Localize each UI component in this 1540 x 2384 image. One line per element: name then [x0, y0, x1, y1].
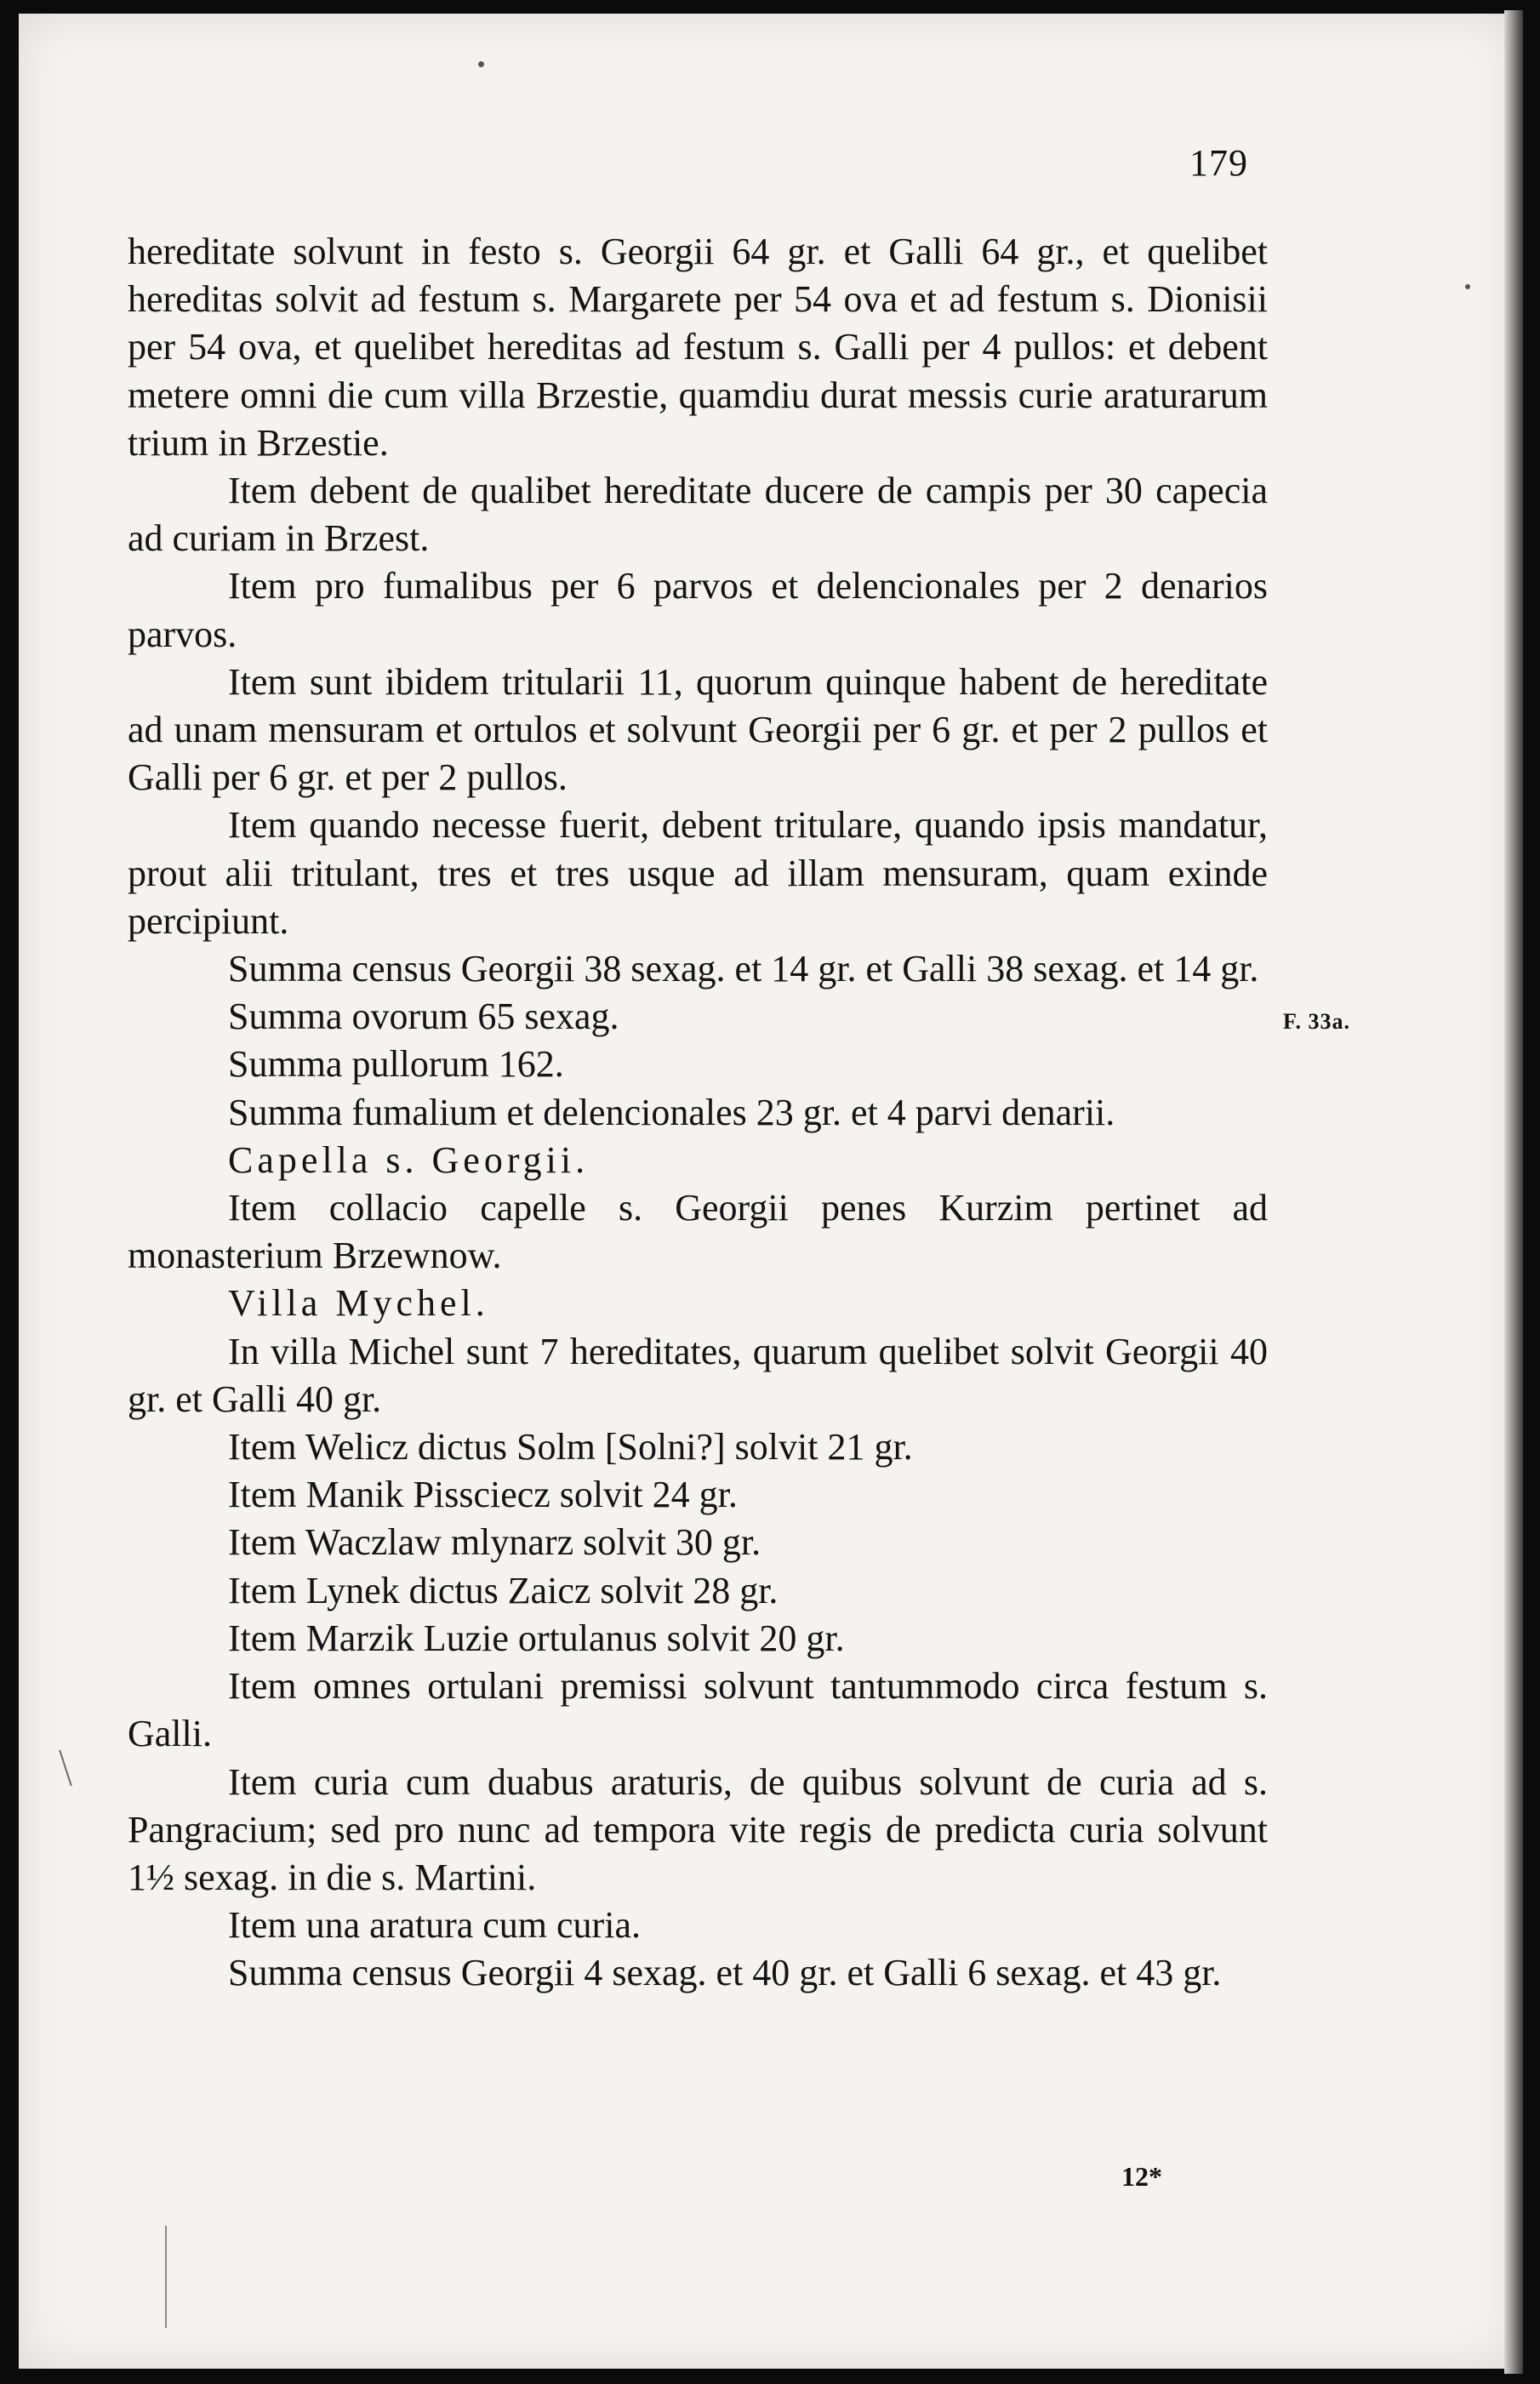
- paragraph: Item debent de qualibet hereditate ducere de campis per 30 capecia ad curiam in Brzest.: [128, 470, 1268, 560]
- section-heading: Capella s. Georgii.: [228, 1138, 590, 1181]
- paragraph: Item quando necesse fuerit, debent tritulare, quando ipsis mandatur, prout alii tritulant, tres et tres usque ad illam mensuram, quam exinde percipiunt.: [128, 804, 1268, 942]
- folio-margin-note: F. 33a.: [1283, 1009, 1350, 1034]
- paragraph: Summa census Georgii 38 sexag. et 14 gr. et Galli 38 sexag. et 14 gr.: [228, 948, 1259, 990]
- paragraph: Summa pullorum 162.: [228, 1043, 564, 1086]
- paragraph: Item una aratura cum curia.: [228, 1904, 641, 1947]
- scan-scratch: [59, 1750, 71, 1786]
- paragraph: Item pro fumalibus per 6 parvos et delencionales per 2 denarios parvos.: [128, 565, 1268, 655]
- scan-speck: [478, 61, 484, 67]
- body-text: [128, 228, 1268, 1998]
- paragraph: Item sunt ibidem tritularii 11, quorum quinque habent de hereditate ad unam mensuram et ortulos et solvunt Georgii per 6 gr. et per 2 pullos et Galli per 6 gr. et per 2 pullos.: [128, 660, 1268, 799]
- scan-speck: [1465, 284, 1470, 289]
- signature-mark: 12*: [1121, 2161, 1162, 2192]
- paragraph: Item Manik Pissciecz solvit 24 gr.: [228, 1474, 738, 1516]
- paragraph: In villa Michel sunt 7 hereditates, quarum quelibet solvit Georgii 40 gr. et Galli 40 gr.: [128, 1330, 1268, 1420]
- paragraph: Summa ovorum 65 sexag.: [228, 995, 619, 1038]
- paragraph: Summa census Georgii 4 sexag. et 40 gr. et Galli 6 sexag. et 43 gr.: [228, 1952, 1222, 1994]
- page-edge: [1504, 10, 1523, 2374]
- paragraph: Item Welicz dictus Solm [Solni?] solvit 21 gr.: [228, 1426, 913, 1469]
- page-number: 179: [1189, 142, 1248, 184]
- paragraph: Summa fumalium et delencionales 23 gr. et 4 parvi denarii.: [228, 1091, 1115, 1133]
- paragraph: Item Lynek dictus Zaicz solvit 28 gr.: [228, 1569, 779, 1611]
- section-heading: Villa Mychel.: [228, 1282, 489, 1325]
- paragraph: Item curia cum duabus araturis, de quibus solvunt de curia ad s. Pangracium; sed pro nunc ad tempora vite regis de predicta curia solvunt 1½ sexag. in die s. Martini.: [128, 1760, 1268, 1898]
- paragraph: Item Marzik Luzie ortulanus solvit 20 gr.: [228, 1617, 845, 1659]
- paragraph: Item omnes ortulani premissi solvunt tantummodo circa festum s. Galli.: [128, 1665, 1268, 1755]
- paragraph: hereditate solvunt in festo s. Georgii 64 gr. et Galli 64 gr., et quelibet hereditas solvit ad festum s. Margarete per 54 ova et ad festum s. Dionisii per 54 ova, et quelibet hereditas ad festum s. Galli per 4 pullos: et debent metere omni die cum villa Brzestie, quamdiu durat messis curie araturarum trium in Brzestie.: [128, 231, 1268, 464]
- scan-scratch: [165, 2226, 167, 2328]
- paragraph: Item collacio capelle s. Georgii penes Kurzim pertinet ad monasterium Brzewnow.: [128, 1187, 1268, 1277]
- paragraph: Item Waczlaw mlynarz solvit 30 gr.: [228, 1521, 761, 1564]
